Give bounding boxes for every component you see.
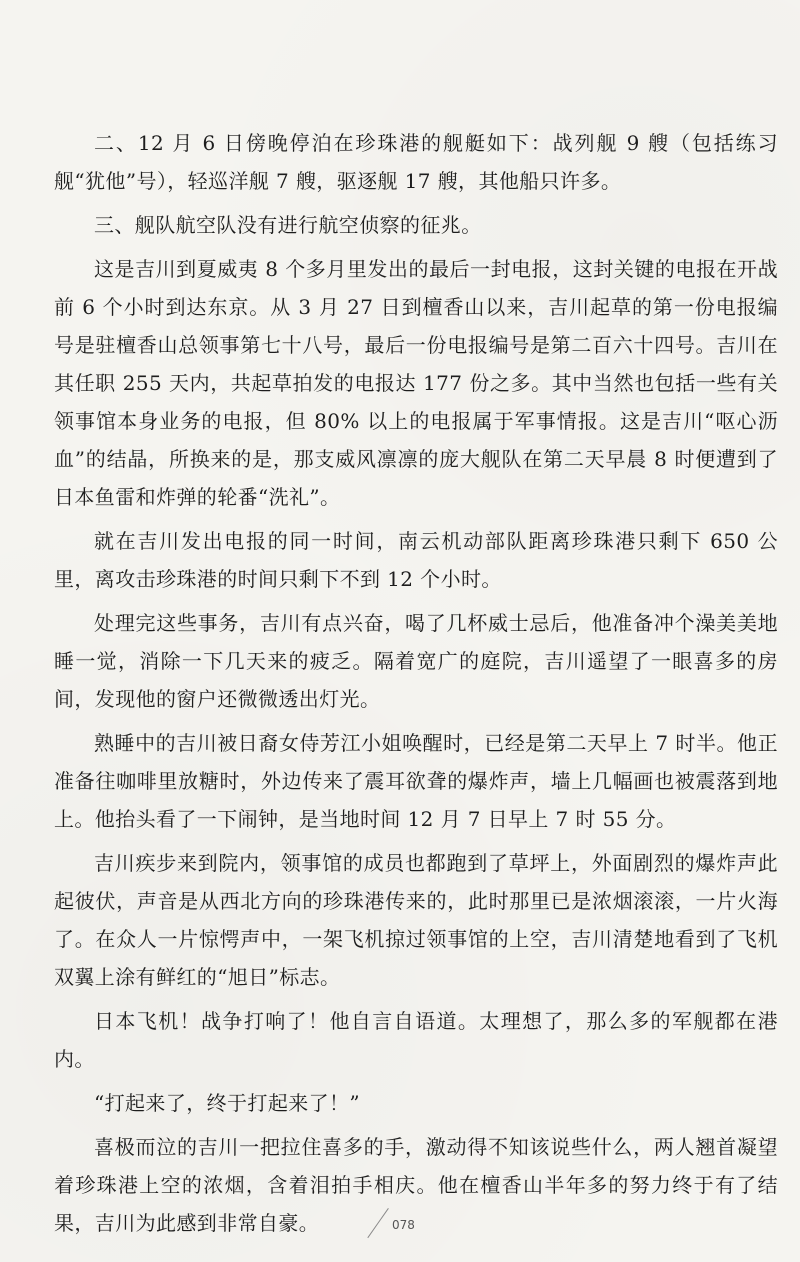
paragraph-8: 日本飞机！战争打响了！他自言自语道。太理想了，那么多的军舰都在港内。 <box>54 1009 778 1071</box>
paragraph-2: 三、舰队航空队没有进行航空侦察的征兆。 <box>94 213 482 237</box>
paragraph-10: 喜极而泣的吉川一把拉住喜多的手，激动得不知该说些什么，两人翘首凝望着珍珠港上空的浓烟，含着泪拍手相庆。他在檀香山半年多的努力终于有了结果，吉川为此感到非常自豪。 <box>54 1135 778 1235</box>
page-footer <box>0 1200 800 1244</box>
paragraph-5: 处理完这些事务，吉川有点兴奋，喝了几杯威士忌后，他准备冲个澡美美地睡一觉，消除一下几天来的疲乏。隔着宽广的庭院，吉川遥望了一眼喜多的房间，发现他的窗户还微微透出灯光。 <box>54 611 778 711</box>
body-text <box>54 124 778 1248</box>
paragraph-7: 吉川疾步来到院内，领事馆的成员也都跑到了草坪上，外面剧烈的爆炸声此起彼伏，声音是从西北方向的珍珠港传来的，此时那里已是浓烟滚滚，一片火海了。在众人一片惊愕声中，一架飞机掠过领事馆的上空，吉川清楚地看到了飞机双翼上涂有鲜红的“旭日”标志。 <box>54 851 778 989</box>
folio-mark <box>370 1200 430 1240</box>
paragraph-4: 就在吉川发出电报的同一时间，南云机动部队距离珍珠港只剩下 650 公里，离攻击珍珠港的时间只剩下不到 12 个小时。 <box>54 529 778 591</box>
paragraph-3: 这是吉川到夏威夷 8 个多月里发出的最后一封电报，这封关键的电报在开战前 6 个小时到达东京。从 3 月 27 日到檀香山以来，吉川起草的第一份电报编号是驻檀香山总领事第七十八号，最后一份电报编号是第二百六十四号。吉川在其任职 255 天内，共起草拍发的电报达 177 份之多。其中当然也包括一些有关领事馆本身业务的电报，但 80% 以上的电报属于军事情报。这是吉川“呕心沥血”的结晶，所换来的是，那支威风凛凛的庞大舰队在第二天早晨 8 时便遭到了日本鱼雷和炸弹的轮番“洗礼”。 <box>54 257 778 509</box>
paragraph-1: 二、12 月 6 日傍晚停泊在珍珠港的舰艇如下：战列舰 9 艘（包括练习舰“犹他”号），轻巡洋舰 7 艘，驱逐舰 17 艘，其他船只许多。 <box>54 131 778 193</box>
paragraph-9: “打起来了，终于打起来了！” <box>94 1091 361 1115</box>
page-number: 078 <box>392 1218 415 1232</box>
paragraph-6: 熟睡中的吉川被日裔女侍芳江小姐唤醒时，已经是第二天早上 7 时半。他正准备往咖啡里放糖时，外边传来了震耳欲聋的爆炸声，墙上几幅画也被震落到地上。他抬头看了一下闹钟，是当地时间 12 月 7 日早上 7 时 55 分。 <box>54 731 778 831</box>
folio-slash <box>367 1208 388 1238</box>
